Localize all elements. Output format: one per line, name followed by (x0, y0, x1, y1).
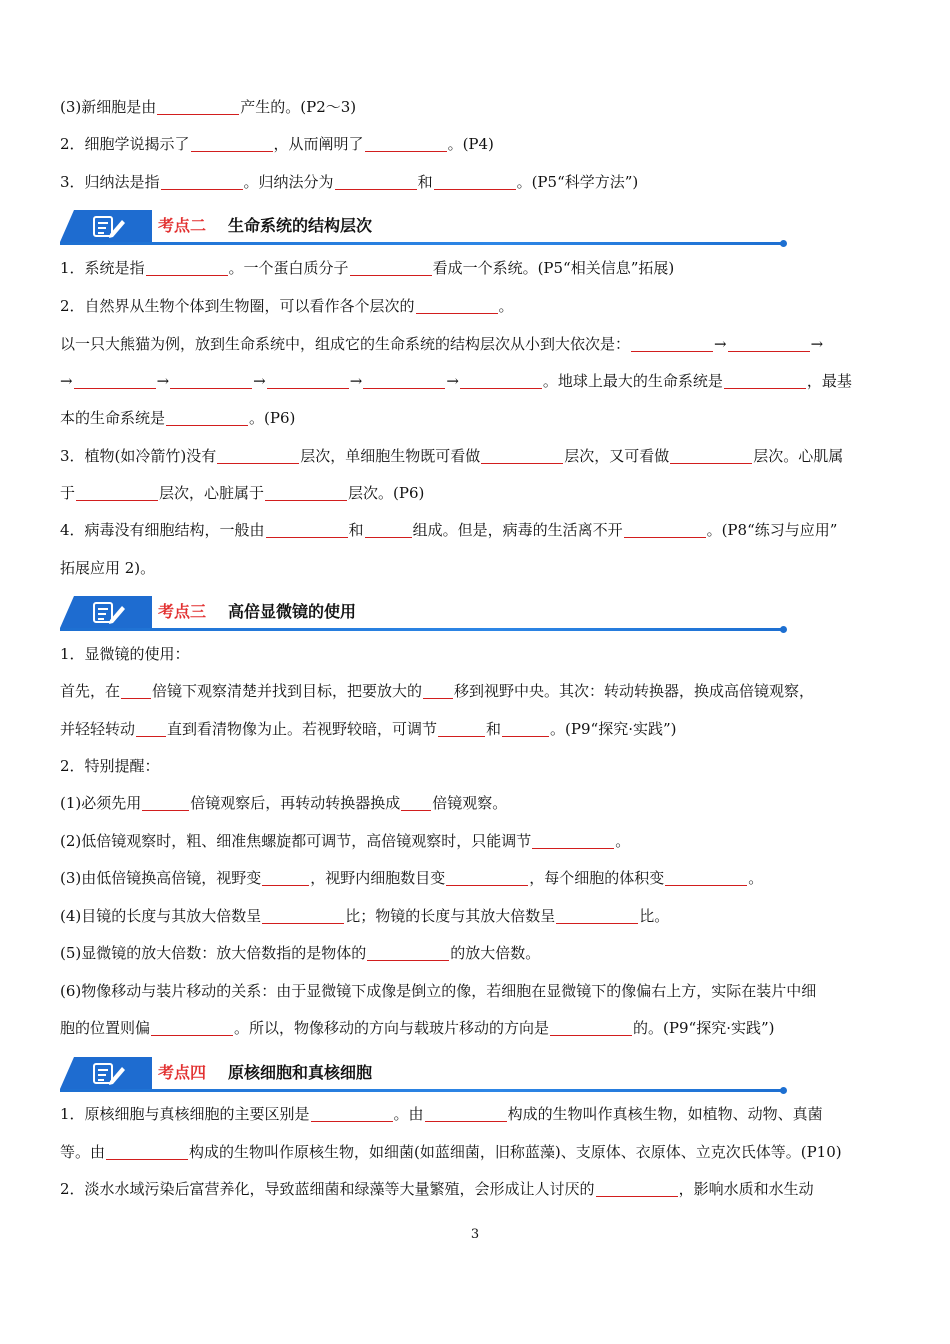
text-segment: 。归纳法分为 (243, 173, 334, 191)
fill-in-blank[interactable] (532, 833, 614, 849)
text-segment: (3)新细胞是由 (60, 98, 157, 116)
fill-in-blank[interactable] (434, 174, 516, 190)
fill-in-blank[interactable] (624, 522, 706, 538)
text-line (60, 558, 895, 578)
text-segment: 层次，单细胞生物既可看做 (300, 447, 481, 465)
fill-in-blank[interactable] (311, 1106, 393, 1122)
text-segment: 。(P8“练习与应用” (706, 521, 838, 539)
text-line (60, 258, 895, 278)
fill-in-blank[interactable] (481, 448, 563, 464)
text-segment: 的放大倍数。 (450, 944, 541, 962)
text-line (60, 644, 895, 664)
fill-in-blank[interactable] (217, 448, 299, 464)
text-segment: 等。由 (60, 1143, 106, 1161)
text-line (60, 1018, 895, 1038)
text-line (60, 981, 895, 1001)
fill-in-blank[interactable] (728, 336, 810, 352)
text-segment: 层次。心肌属 (753, 447, 844, 465)
section-number: 考点三 (158, 602, 207, 621)
text-segment: 2．细胞学说揭示了 (60, 135, 190, 153)
text-segment: 移到视野中央。其次：转动转换器，换成高倍镜观察， (454, 682, 815, 700)
text-line (60, 134, 895, 154)
fill-in-blank[interactable] (146, 260, 228, 276)
fill-in-blank[interactable] (191, 136, 273, 152)
text-segment: → (156, 372, 170, 390)
text-segment: 直到看清物像为止。若视野较暗，可调节 (167, 720, 438, 738)
text-segment: → (446, 372, 459, 390)
text-segment: 4．病毒没有细胞结构，一般由 (60, 521, 265, 539)
text-segment: (5)显微镜的放大倍数：放大倍数指的是物体的 (60, 944, 367, 962)
text-segment: 和 (486, 720, 502, 738)
text-segment: (2)低倍镜观察时，粗、细准焦螺旋都可调节，高倍镜观察时，只能调节 (60, 832, 532, 850)
fill-in-blank[interactable] (157, 99, 239, 115)
fill-in-blank[interactable] (367, 945, 449, 961)
fill-in-blank[interactable] (416, 298, 498, 314)
section-title: 高倍显微镜的使用 (228, 602, 357, 621)
fill-in-blank[interactable] (631, 336, 713, 352)
text-segment: 本的生命系统是 (60, 409, 166, 427)
text-segment: 2．特别提醒： (60, 757, 160, 775)
section-title: 原核细胞和真核细胞 (228, 1063, 373, 1082)
text-segment: ，从而阐明了 (273, 135, 364, 153)
text-segment: → (810, 335, 824, 353)
fill-in-blank[interactable] (363, 373, 445, 389)
fill-in-blank[interactable] (170, 373, 252, 389)
text-segment: 和 (348, 521, 364, 539)
text-segment: 并轻轻转动 (60, 720, 136, 738)
text-line (60, 172, 895, 192)
text-segment: 2．自然界从生物个体到生物圈，可以看作各个层次的 (60, 297, 415, 315)
text-line (60, 1179, 895, 1199)
fill-in-blank[interactable] (166, 410, 248, 426)
fill-in-blank[interactable] (423, 683, 453, 699)
text-segment: 倍镜下观察清楚并找到目标，把要放大的 (152, 682, 423, 700)
text-segment: 看成一个系统。(P5“相关信息”拓展) (432, 259, 675, 277)
text-segment: 比；物镜的长度与其放大倍数呈 (345, 907, 556, 925)
text-segment: 。(P5“科学方法”) (516, 173, 639, 191)
section-number: 考点二 (158, 216, 207, 235)
text-segment: 构成的生物叫作原核生物，如细菌(如蓝细菌，旧称蓝藻)、支原体、衣原体、立克次氏体等。(P10) (189, 1143, 842, 1161)
text-segment: → (714, 335, 727, 353)
fill-in-blank[interactable] (438, 721, 485, 737)
text-line (60, 943, 895, 963)
text-segment: ，视野内细胞数目变 (310, 869, 446, 887)
fill-in-blank[interactable] (460, 373, 542, 389)
fill-in-blank[interactable] (262, 870, 309, 886)
text-line (60, 1104, 895, 1124)
text-line (60, 793, 895, 813)
text-line (60, 483, 895, 503)
text-segment: 。 (498, 297, 514, 315)
text-segment: ，最基 (806, 372, 852, 390)
text-segment: 产生的。(P2～3) (240, 98, 357, 116)
fill-in-blank[interactable] (556, 908, 638, 924)
fill-in-blank[interactable] (724, 373, 806, 389)
section-tab (60, 210, 152, 242)
fill-in-blank[interactable] (596, 1181, 678, 1197)
text-segment: 比。 (639, 907, 670, 925)
fill-in-blank[interactable] (266, 522, 348, 538)
fill-in-blank[interactable] (76, 485, 158, 501)
section-header-4 (60, 1054, 785, 1092)
text-segment: 。(P6) (249, 409, 296, 427)
text-segment: (4)目镜的长度与其放大倍数呈 (60, 907, 262, 925)
fill-in-blank[interactable] (262, 908, 344, 924)
text-segment: 于 (60, 484, 76, 502)
text-line (60, 296, 895, 316)
fill-in-blank[interactable] (550, 1020, 632, 1036)
text-line (60, 334, 895, 354)
fill-in-blank[interactable] (365, 522, 412, 538)
fill-in-blank[interactable] (350, 260, 432, 276)
fill-in-blank[interactable] (121, 683, 151, 699)
fill-in-blank[interactable] (446, 870, 528, 886)
fill-in-blank[interactable] (665, 870, 747, 886)
fill-in-blank[interactable] (335, 174, 417, 190)
text-line (60, 868, 895, 888)
text-segment: 拓展应用 2)。 (60, 559, 156, 577)
text-line (60, 719, 895, 739)
section-number: 考点四 (158, 1063, 207, 1082)
text-line (60, 1142, 895, 1162)
text-segment: 。(P4) (447, 135, 494, 153)
text-segment: 首先，在 (60, 682, 121, 700)
text-segment: 构成的生物叫作真核生物，如植物、动物、真菌 (507, 1105, 823, 1123)
fill-in-blank[interactable] (401, 795, 431, 811)
text-segment: ，影响水质和水生动 (678, 1180, 814, 1198)
fill-in-blank[interactable] (502, 721, 549, 737)
text-line (60, 756, 895, 776)
text-line (60, 681, 895, 701)
text-line (60, 371, 895, 391)
text-segment: 。地球上最大的生命系统是 (542, 372, 723, 390)
text-segment: 1．显微镜的使用： (60, 645, 190, 663)
notepad-pencil-icon (90, 214, 130, 239)
fill-in-blank[interactable] (365, 136, 447, 152)
text-segment: 1．系统是指 (60, 259, 145, 277)
section-tab (60, 596, 152, 628)
fill-in-blank[interactable] (136, 721, 166, 737)
text-segment: 层次。(P6) (348, 484, 425, 502)
text-segment: 的。(P9“探究·实践”) (633, 1019, 775, 1037)
text-line (60, 520, 895, 540)
text-segment: 倍镜观察。 (432, 794, 508, 812)
fill-in-blank[interactable] (161, 174, 243, 190)
text-segment: (1)必须先用 (60, 794, 142, 812)
text-segment: 3．归纳法是指 (60, 173, 160, 191)
fill-in-blank[interactable] (267, 373, 349, 389)
text-segment: 层次，心脏属于 (159, 484, 265, 502)
notepad-pencil-icon (90, 600, 130, 625)
text-line (60, 446, 895, 466)
page-number: 3 (470, 1227, 480, 1242)
section-title: 生命系统的结构层次 (228, 216, 373, 235)
section-header-2 (60, 207, 785, 245)
text-segment: 3．植物(如冷箭竹)没有 (60, 447, 217, 465)
notepad-pencil-icon (90, 1061, 130, 1086)
text-segment: → (253, 372, 266, 390)
text-segment: 以一只大熊猫为例，放到生命系统中，组成它的生命系统的结构层次从小到大依次是： (60, 335, 631, 353)
text-segment: ，每个细胞的体积变 (529, 869, 665, 887)
section-header-3 (60, 593, 785, 631)
text-segment: 。所以，物像移动的方向与载玻片移动的方向是 (234, 1019, 550, 1037)
text-line (60, 97, 895, 117)
text-segment: 。 (748, 869, 764, 887)
fill-in-blank[interactable] (425, 1106, 507, 1122)
text-segment: 2．淡水水域污染后富营养化，导致蓝细菌和绿藻等大量繁殖，会形成让人讨厌的 (60, 1180, 595, 1198)
text-segment: 1．原核细胞与真核细胞的主要区别是 (60, 1105, 310, 1123)
text-segment: 胞的位置则偏 (60, 1019, 151, 1037)
text-segment: → (349, 372, 363, 390)
section-tab (60, 1057, 152, 1089)
text-segment: (3)由低倍镜换高倍镜，视野变 (60, 869, 262, 887)
text-line (60, 906, 895, 926)
fill-in-blank[interactable] (142, 795, 189, 811)
fill-in-blank[interactable] (670, 448, 752, 464)
text-segment: 。 (615, 832, 631, 850)
fill-in-blank[interactable] (265, 485, 347, 501)
fill-in-blank[interactable] (151, 1020, 233, 1036)
text-segment: (6)物像移动与装片移动的关系：由于显微镜下成像是倒立的像，若细胞在显微镜下的像偏右上方，实际在装片中细 (60, 982, 817, 1000)
fill-in-blank[interactable] (74, 373, 156, 389)
fill-in-blank[interactable] (106, 1144, 188, 1160)
text-segment: 。(P9“探究·实践”) (550, 720, 677, 738)
text-segment: 和 (417, 173, 433, 191)
text-segment: 层次，又可看做 (564, 447, 670, 465)
text-segment: 倍镜观察后，再转动转换器换成 (190, 794, 401, 812)
text-segment: 。由 (393, 1105, 424, 1123)
text-line (60, 408, 895, 428)
text-segment: 组成。但是，病毒的生活离不开 (412, 521, 623, 539)
text-line (60, 831, 895, 851)
text-segment: → (60, 372, 73, 390)
text-segment: 。一个蛋白质分子 (228, 259, 349, 277)
